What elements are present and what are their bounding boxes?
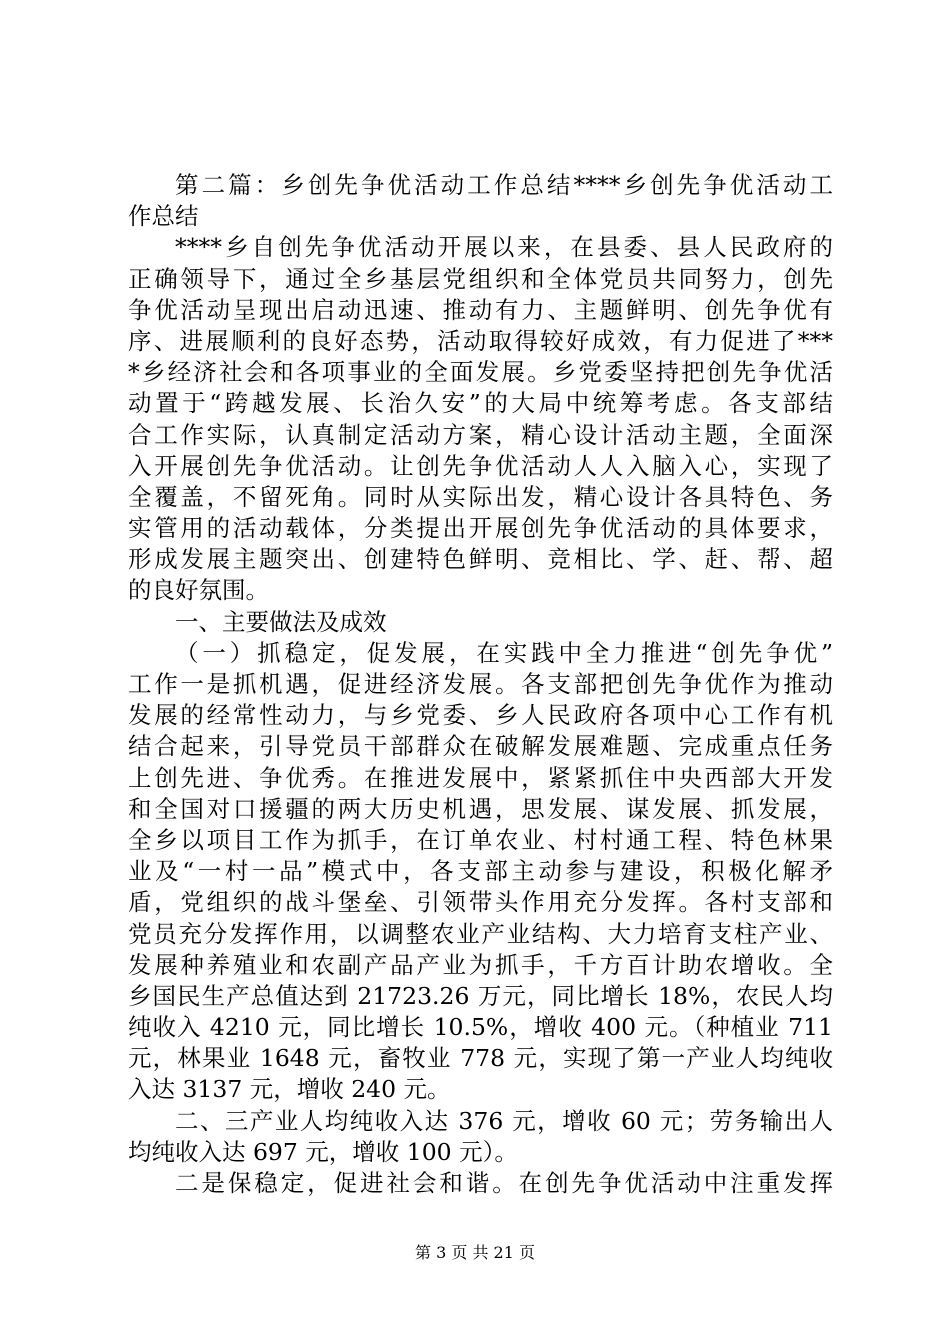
text-line: 作总结 [128, 202, 199, 231]
text-line: 结合起来，引导党员干部群众在破解发展难题、完成重点任务 [128, 732, 833, 761]
text-line: 发展种养殖业和农副产品产业为抓手，千方百计助农增收。全 [128, 950, 833, 979]
text-line: 入达 3137 元，增收 240 元。 [128, 1075, 451, 1104]
text-line: 正确领导下，通过全乡基层党组织和全体党员共同努力，创先 [128, 264, 833, 293]
text-line: 形成发展主题突出、创建特色鲜明、竞相比、学、赶、帮、超 [128, 545, 833, 574]
text-line: 均纯收入达 697 元，增收 100 元）。 [128, 1137, 518, 1166]
text-line: 乡国民生产总值达到 21723.26 万元，同比增长 18%，农民人均 [128, 981, 833, 1010]
text-line: 的良好氛围。 [128, 576, 269, 605]
text-line: 和全国对口援疆的两大历史机遇，思发展、谋发展、抓发展， [128, 794, 833, 823]
text-line: 入开展创先争优活动。让创先争优活动人人入脑入心，实现了 [128, 451, 833, 480]
text-line: *乡经济社会和各项事业的全面发展。乡党委坚持把创先争优活 [128, 358, 833, 387]
text-line: 发展的经常性动力，与乡党委、乡人民政府各项中心工作有机 [128, 701, 833, 730]
text-line: 争优活动呈现出启动迅速、推动有力、主题鲜明、创先争优有 [128, 295, 833, 324]
text-line: 元，林果业 1648 元，畜牧业 778 元，实现了第一产业人均纯收 [128, 1044, 833, 1073]
text-line: 序、进展顺利的良好态势，活动取得较好成效，有力促进了*** [128, 326, 833, 355]
page-footer: 第 3 页 共 21 页 [415, 1243, 535, 1262]
text-line: （一）抓稳定，促发展，在实践中全力推进“创先争优” [175, 638, 833, 667]
text-line: 业及“一村一品”模式中，各支部主动参与建设，积极化解矛 [128, 857, 833, 886]
text-line: 纯收入 4210 元，同比增长 10.5%，增收 400 元。（种植业 711 [128, 1013, 833, 1042]
text-line: 二、三产业人均纯收入达 376 元，增收 60 元；劳务输出人 [175, 1106, 833, 1135]
text-line: 全覆盖，不留死角。同时从实际出发，精心设计各具特色、务 [128, 482, 833, 511]
text-line: 盾，党组织的战斗堡垒、引领带头作用充分发挥。各村支部和 [128, 888, 833, 917]
document-body [128, 170, 833, 1199]
text-line: 全乡以项目工作为抓手，在订单农业、村村通工程、特色林果 [128, 825, 833, 854]
text-line: 一、主要做法及成效 [175, 607, 387, 636]
text-line: 工作一是抓机遇，促进经济发展。各支部把创先争优作为推动 [128, 670, 833, 698]
text-line: 合工作实际，认真制定活动方案，精心设计活动主题，全面深 [128, 420, 833, 449]
text-line: 党员充分发挥作用，以调整农业产业结构、大力培育支柱产业、 [128, 919, 833, 948]
text-line: 第二篇：乡创先争优活动工作总结****乡创先争优活动工 [175, 171, 833, 199]
text-line: ****乡自创先争优活动开展以来，在县委、县人民政府的 [175, 233, 833, 262]
text-line: 上创先进、争优秀。在推进发展中，紧紧抓住中央西部大开发 [128, 763, 833, 792]
text-line: 动置于“跨越发展、长治久安”的大局中统筹考虑。各支部结 [128, 389, 833, 418]
text-line: 二是保稳定，促进社会和谐。在创先争优活动中注重发挥 [175, 1169, 833, 1197]
text-line: 实管用的活动载体，分类提出开展创先争优活动的具体要求， [128, 514, 833, 543]
